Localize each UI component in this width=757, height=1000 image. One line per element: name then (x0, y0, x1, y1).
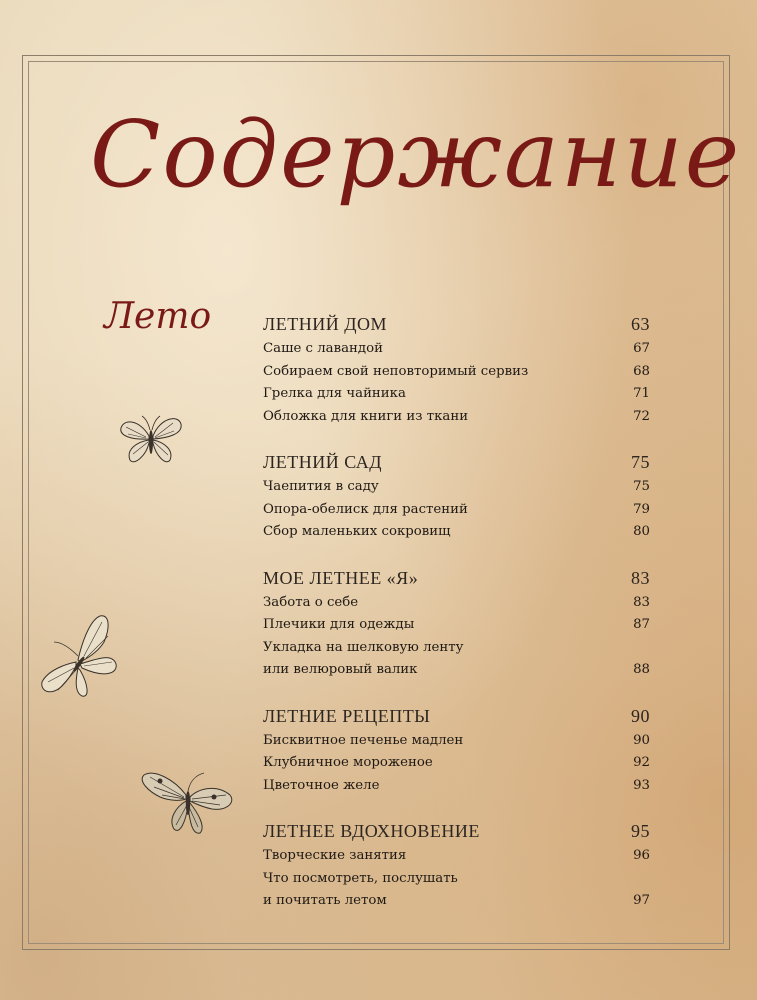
item-page: 96 (633, 848, 650, 863)
section-title: ЛЕТНЕЕ ВДОХНОВЕНИЕ (263, 821, 480, 841)
toc-item[interactable] (263, 521, 650, 544)
item-page: 80 (633, 524, 650, 539)
item-label: Цветочное желе (263, 777, 380, 793)
section-title: ЛЕТНИЙ ДОМ (263, 314, 387, 334)
toc-item[interactable] (263, 730, 650, 753)
item-label: Плечики для одежды (263, 617, 415, 632)
butterfly-icon (38, 612, 120, 702)
item-label: Сбор маленьких сокровищ (263, 524, 451, 539)
item-page: 72 (633, 408, 650, 424)
item-page: 71 (633, 386, 650, 401)
toc-item[interactable] (263, 614, 650, 637)
table-of-contents (263, 310, 650, 913)
item-label: Саше с лавандой (263, 341, 383, 356)
toc-item[interactable] (263, 361, 650, 384)
page-title: Содержание (90, 101, 742, 208)
item-label: Собираем свой неповторимый сервиз (263, 363, 529, 379)
toc-section-heading[interactable] (263, 817, 650, 845)
toc-section-heading[interactable] (263, 564, 650, 592)
item-label: Чаепития в саду (263, 479, 379, 494)
section-page: 95 (631, 821, 650, 841)
toc-item[interactable] (263, 845, 650, 868)
item-page: 75 (633, 479, 650, 494)
toc-item[interactable] (263, 637, 650, 682)
toc-section (263, 564, 650, 682)
item-page: 79 (633, 501, 650, 517)
section-title: ЛЕТНИЙ САД (263, 452, 383, 472)
section-title: МОЕ ЛЕТНЕЕ «Я» (263, 567, 419, 588)
toc-item[interactable] (263, 592, 650, 615)
section-title: ЛЕТНИЕ РЕЦЕПТЫ (263, 705, 431, 726)
toc-item[interactable] (263, 499, 650, 522)
toc-item[interactable] (263, 406, 650, 429)
item-page: 68 (633, 363, 650, 379)
item-label: Обложка для книги из ткани (263, 408, 469, 424)
item-label: Бисквитное печенье мадлен (263, 732, 464, 748)
item-label: Что посмотреть, послушать и почитать летом (263, 870, 458, 908)
toc-section-heading[interactable] (263, 448, 650, 476)
item-page: 87 (633, 617, 650, 632)
butterfly-icon (140, 765, 236, 837)
toc-section (263, 817, 650, 913)
item-page: 88 (633, 662, 650, 677)
item-label: Укладка на шелковую ленту или велюровый валик (263, 639, 464, 677)
item-label: Забота о себе (263, 594, 359, 610)
section-page: 63 (631, 314, 650, 334)
item-page: 92 (633, 755, 650, 770)
toc-section (263, 702, 650, 798)
toc-item[interactable] (263, 383, 650, 406)
item-label: Опора-обелиск для растений (263, 501, 468, 517)
section-page: 83 (631, 567, 650, 588)
item-page: 83 (633, 594, 650, 610)
section-page: 75 (631, 452, 650, 472)
item-page: 97 (633, 893, 650, 908)
season-heading: Лето (104, 296, 212, 337)
toc-item[interactable] (263, 338, 650, 361)
item-label: Грелка для чайника (263, 386, 406, 401)
toc-section (263, 448, 650, 544)
butterfly-icon (118, 410, 184, 468)
toc-section (263, 310, 650, 428)
item-label: Творческие занятия (263, 848, 407, 863)
item-label: Клубничное мороженое (263, 755, 433, 770)
item-page: 67 (633, 341, 650, 356)
toc-item[interactable] (263, 775, 650, 798)
section-page: 90 (631, 705, 650, 726)
toc-item[interactable] (263, 752, 650, 775)
toc-item[interactable] (263, 868, 650, 913)
item-page: 90 (633, 732, 650, 748)
toc-section-heading[interactable] (263, 702, 650, 730)
toc-item[interactable] (263, 476, 650, 499)
item-page: 93 (633, 777, 650, 793)
toc-section-heading[interactable] (263, 310, 650, 338)
